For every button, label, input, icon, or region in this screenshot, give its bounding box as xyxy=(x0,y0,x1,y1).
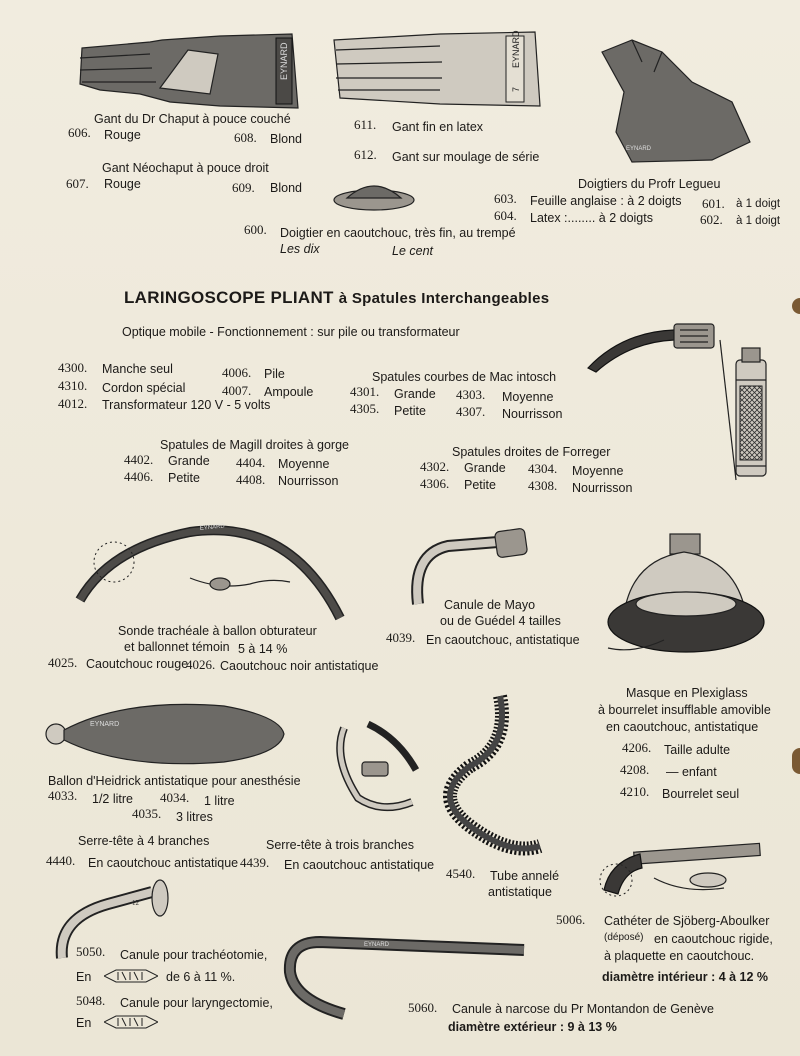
label-4303: Moyenne xyxy=(502,390,554,404)
laryngoscope-blade-illustration xyxy=(582,322,722,374)
label-4035: 3 litres xyxy=(176,810,213,824)
heading-main: LARINGOSCOPE PLIANT xyxy=(124,288,334,307)
ref-4307: 4307. xyxy=(456,404,486,419)
laryngoscope-handle-illustration xyxy=(712,330,782,490)
catheter-line-3: à plaquette en caoutchouc. xyxy=(604,949,755,963)
label-4310: Cordon spécial xyxy=(102,381,186,395)
ref-4039: 4039. xyxy=(386,630,416,645)
label-602: à 1 doigt xyxy=(736,215,781,227)
ref-600: 600. xyxy=(244,222,267,237)
svg-text:EYNARD: EYNARD xyxy=(279,42,289,80)
ref-4303: 4303. xyxy=(456,387,486,402)
label-4007: Ampoule xyxy=(264,385,314,399)
ref-4302: 4302. xyxy=(420,459,450,474)
ref-609: 609. xyxy=(232,180,255,195)
ref-4440: 4440. xyxy=(46,853,76,868)
cannula-5060-diameter: diamètre extérieur : 9 à 13 % xyxy=(448,1020,617,1034)
mac-title: Spatules courbes de Mac intosch xyxy=(372,370,557,384)
label-4301: Grande xyxy=(394,387,436,401)
label-4206: Taille adulte xyxy=(664,743,731,757)
svg-text:EYNARD: EYNARD xyxy=(511,30,521,68)
price-le-cent: Le cent xyxy=(392,244,434,258)
fingerstall-600-illustration xyxy=(333,178,415,214)
sonde-line-1: Sonde trachéale à ballon obturateur xyxy=(118,624,317,638)
ref-608: 608. xyxy=(234,130,257,145)
label-4308: Nourrisson xyxy=(572,481,633,495)
label-4300: Manche seul xyxy=(102,362,173,376)
ref-4404: 4404. xyxy=(236,455,266,470)
masque-line-1: Masque en Plexiglass xyxy=(626,686,748,700)
label-600: Doigtier en caoutchouc, très fin, au trempé xyxy=(280,226,516,240)
serre3-title: Serre-tête à trois branches xyxy=(266,838,414,852)
label-608: Blond xyxy=(270,132,302,146)
en-label-5048: En xyxy=(76,1016,92,1030)
sonde-line-2: et ballonnet témoin xyxy=(124,640,230,654)
ref-4308: 4308. xyxy=(528,478,558,493)
corrugated-tube-illustration xyxy=(440,686,560,866)
ref-4026: 4026. xyxy=(186,657,216,672)
catheter-line-2: en caoutchouc rigide, xyxy=(654,932,773,946)
range-5050: de 6 à 11 %. xyxy=(166,970,236,984)
ballon-title: Ballon d'Heidrick antistatique pour anesthésie xyxy=(48,774,301,788)
label-4012: Transformateur 120 V - 5 volts xyxy=(102,398,271,412)
ref-4310: 4310. xyxy=(58,378,88,393)
chaput-glove-illustration xyxy=(70,28,310,110)
label-4304: Moyenne xyxy=(572,464,624,478)
legueu-title: Doigtiers du Profr Legueu xyxy=(578,177,721,191)
label-4408: Nourrisson xyxy=(278,474,339,488)
tracheal-tube-illustration xyxy=(70,518,360,628)
ref-612: 612. xyxy=(354,147,377,162)
label-4210: Bourrelet seul xyxy=(662,787,740,801)
ref-606: 606. xyxy=(68,125,91,140)
label-4034: 1 litre xyxy=(204,794,235,808)
label-4307: Nourrisson xyxy=(502,407,563,421)
label-5050: Canule pour trachéotomie, xyxy=(120,948,268,962)
catheter-line-1: Cathéter de Sjöberg-Aboulker xyxy=(604,914,770,928)
serre4-title: Serre-tête à 4 branches xyxy=(78,834,210,848)
label-4025: Caoutchouc rouge xyxy=(86,657,189,671)
fingerstall-legueu-illustration xyxy=(592,32,757,167)
resinol-logo-5050 xyxy=(104,967,158,990)
catheter-diameter: diamètre intérieur : 4 à 12 % xyxy=(602,970,769,984)
chaput-title: Gant du Dr Chaput à pouce couché xyxy=(94,112,291,126)
label-4039: En caoutchouc, antistatique xyxy=(426,633,580,647)
label-4208: — enfant xyxy=(666,765,717,779)
resinol-logo-5048 xyxy=(104,1013,158,1036)
latex-glove-illustration xyxy=(330,28,545,110)
catheter-depose: (déposé) xyxy=(604,932,644,943)
heading-rest: à Spatules Interchangeables xyxy=(338,290,550,307)
label-606: Rouge xyxy=(104,128,141,142)
magill-title: Spatules de Magill droites à gorge xyxy=(160,438,350,452)
ref-4033: 4033. xyxy=(48,788,78,803)
label-609: Blond xyxy=(270,181,302,195)
laryngoscope-subtitle: Optique mobile - Fonctionnement : sur pile ou transformateur xyxy=(122,325,460,339)
svg-text:EYNARD: EYNARD xyxy=(626,146,652,152)
ref-4439: 4439. xyxy=(240,855,270,870)
label-4439: En caoutchouc antistatique xyxy=(284,858,435,872)
ref-4025: 4025. xyxy=(48,655,78,670)
label-4302: Grande xyxy=(464,461,506,475)
masque-line-2: à bourrelet insufflable amovible xyxy=(598,703,771,717)
ref-4408: 4408. xyxy=(236,472,266,487)
label-604: Latex :........ à 2 doigts xyxy=(530,211,653,225)
label-5060: Canule à narcose du Pr Montandon de Genève xyxy=(452,1002,714,1016)
masque-line-3: en caoutchouc, antistatique xyxy=(606,720,759,734)
ref-4208: 4208. xyxy=(620,762,650,777)
ref-5050: 5050. xyxy=(76,944,106,959)
label-4033: 1/2 litre xyxy=(92,792,133,806)
label-607: Rouge xyxy=(104,177,141,191)
ref-4012: 4012. xyxy=(58,396,88,411)
label-4306: Petite xyxy=(464,478,496,492)
svg-text:7: 7 xyxy=(511,86,521,92)
svg-text:EYNARD: EYNARD xyxy=(364,942,390,948)
sonde-sizes: 5 à 14 % xyxy=(238,642,288,656)
label-4406: Petite xyxy=(168,471,200,485)
neochaput-title: Gant Néochaput à pouce droit xyxy=(102,161,269,175)
heidrick-bag-illustration xyxy=(44,696,290,772)
ref-5048: 5048. xyxy=(76,993,106,1008)
ref-604: 604. xyxy=(494,208,517,223)
head-harness-illustration xyxy=(328,718,428,814)
ref-602: 602. xyxy=(700,212,723,227)
ref-4304: 4304. xyxy=(528,461,558,476)
svg-text:EYNARD: EYNARD xyxy=(199,523,226,532)
ref-607: 607. xyxy=(66,176,89,191)
label-4006: Pile xyxy=(264,367,285,381)
label-612: Gant sur moulage de série xyxy=(392,150,540,164)
ref-4540: 4540. xyxy=(446,866,476,881)
en-label-5050: En xyxy=(76,970,92,984)
ref-4402: 4402. xyxy=(124,452,154,467)
ref-5060: 5060. xyxy=(408,1000,438,1015)
page-edge-mark-top xyxy=(792,298,800,314)
ref-5006: 5006. xyxy=(556,912,586,927)
ref-4210: 4210. xyxy=(620,784,650,799)
ref-4306: 4306. xyxy=(420,476,450,491)
ref-4034: 4034. xyxy=(160,790,190,805)
label-4305: Petite xyxy=(394,404,426,418)
ref-4406: 4406. xyxy=(124,469,154,484)
label-601: à 1 doigt xyxy=(736,198,781,210)
ref-4300: 4300. xyxy=(58,360,88,375)
ref-4035: 4035. xyxy=(132,806,162,821)
svg-text:EYNARD: EYNARD xyxy=(90,721,120,728)
mayo-line-2: ou de Guédel 4 tailles xyxy=(440,614,561,628)
label-4402: Grande xyxy=(168,454,210,468)
mayo-line-1: Canule de Mayo xyxy=(444,598,536,612)
page-edge-mark-bottom xyxy=(792,748,800,774)
label-611: Gant fin en latex xyxy=(392,120,484,134)
ref-611: 611. xyxy=(354,117,377,132)
label-4026: Caoutchouc noir antistatique xyxy=(220,659,379,673)
ref-601: 601. xyxy=(702,196,725,211)
plexiglass-mask-illustration xyxy=(604,530,764,660)
ref-4007: 4007. xyxy=(222,383,252,398)
label-4440: En caoutchouc antistatique xyxy=(88,856,239,870)
ref-4006: 4006. xyxy=(222,365,252,380)
label-5048: Canule pour laryngectomie, xyxy=(120,996,273,1010)
label-4540-a: Tube annelé xyxy=(490,869,560,883)
ref-4206: 4206. xyxy=(622,740,652,755)
sjoberg-catheter-illustration xyxy=(594,838,764,910)
price-les-dix: Les dix xyxy=(280,242,320,256)
label-603: Feuille anglaise : à 2 doigts xyxy=(530,194,682,208)
svg-text:12: 12 xyxy=(132,899,139,907)
ref-603: 603. xyxy=(494,191,517,206)
ref-4305: 4305. xyxy=(350,401,380,416)
forreger-title: Spatules droites de Forreger xyxy=(452,445,611,459)
label-4540-b: antistatique xyxy=(488,885,552,899)
label-4404: Moyenne xyxy=(278,457,330,471)
ref-4301: 4301. xyxy=(350,384,380,399)
laryngoscope-heading xyxy=(124,288,549,308)
